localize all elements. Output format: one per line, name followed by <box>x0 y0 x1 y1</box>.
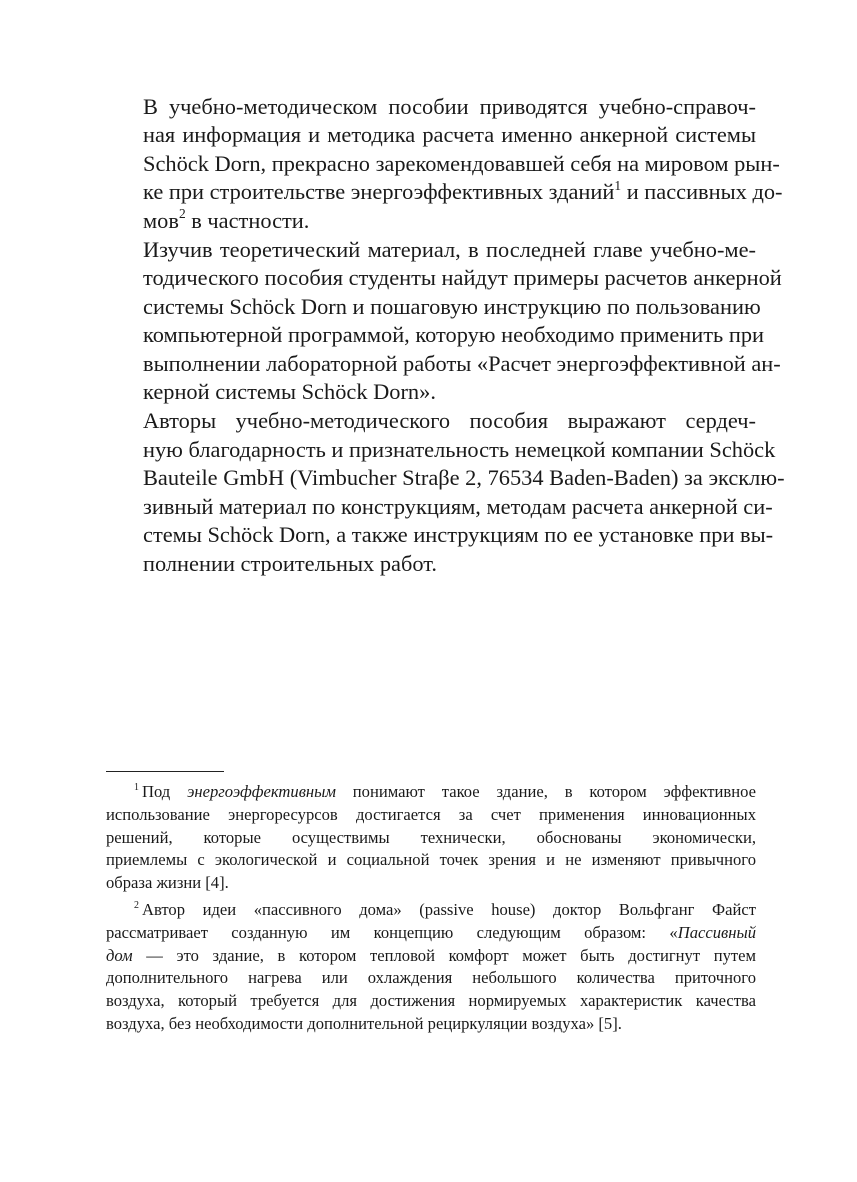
text-line: ную благодарность и признательность немецкой компании Schöck <box>143 436 776 462</box>
text-fragment: ке при строительстве энергоэффективных зданий <box>143 179 615 205</box>
italic-term: дом <box>106 945 133 965</box>
footnote-line: решений, которые осуществимы технически, обоснованы экономически, <box>106 827 756 847</box>
footnote-line <box>106 899 756 922</box>
footnote-line <box>106 945 756 968</box>
text-line: полнении строительных работ. <box>143 550 437 576</box>
text-line: Bauteile GmbH (Vimbucher Straβe 2, 76534 Baden-Baden) за эксклю- <box>143 465 785 491</box>
footnote-2 <box>106 899 756 1036</box>
paragraph-acknowledgement <box>106 407 785 577</box>
text-line: Schöck Dorn, прекрасно зарекомендовавшей себя на мировом рын- <box>143 150 780 176</box>
text-line: зивный материал по конструкциям, методам расчета анкерной си- <box>143 493 773 519</box>
text-line: Изучив теоретический материал, в последней главе учебно-ме- <box>143 237 756 263</box>
footnote-line <box>106 922 756 945</box>
main-text <box>106 93 785 579</box>
footnote-number: 1 <box>134 782 139 794</box>
footnotes <box>106 781 756 1040</box>
text-fragment: рассматривает созданную им концепцию следующим образом: « <box>106 922 678 942</box>
text-line: тодического пособия студенты найдут примеры расчетов анкерной <box>143 265 782 291</box>
footnote-1 <box>106 781 756 895</box>
footnote-line: приемлемы с экологической и социальной точек зрения и не изменяют привычного <box>106 850 756 870</box>
text-line: керной системы Schöck Dorn». <box>143 379 436 405</box>
footnote-line: использование энергоресурсов достигается за счет применения инновационных <box>106 804 756 824</box>
italic-term: Пассивный <box>677 922 756 942</box>
footnote-line: воздуха, который требуется для достижения нормируемых характеристик качества <box>106 991 756 1011</box>
footnote-divider <box>106 771 224 772</box>
text-line: выполнении лабораторной работы «Расчет энергоэффективной ан- <box>143 350 781 376</box>
footnote-line: образа жизни [4]. <box>106 873 229 893</box>
text-line: В учебно-методическом пособии приводятся учебно-справоч- <box>143 94 756 119</box>
text-fragment: Автор идеи «пассивного дома» (passive house) доктор Вольфганг Файст <box>141 899 756 919</box>
text-fragment: и пассивных до- <box>621 179 783 205</box>
text-line: компьютерной программой, которую необходимо применить при <box>143 322 764 348</box>
paragraph-study <box>106 236 782 406</box>
text-line: ная информация и методика расчета именно анкерной системы <box>143 122 756 148</box>
text-line: системы Schöck Dorn и пошаговую инструкцию по пользованию <box>143 293 761 319</box>
text-line: Авторы учебно-методического пособия выражают сердеч- <box>143 408 756 434</box>
text-fragment: в частности. <box>185 207 310 233</box>
footnote-number: 2 <box>134 900 139 912</box>
italic-term: энергоэффективным <box>187 782 336 801</box>
footnote-line: воздуха, без необходимости дополнительной рециркуляции воздуха» [5]. <box>106 1013 622 1033</box>
footnote-line: дополнительного нагрева или охлаждения небольшого количества приточного <box>106 968 756 988</box>
text-fragment: Под <box>141 782 188 801</box>
text-line: стемы Schöck Dorn, а также инструкциям по ее установке при вы- <box>143 522 774 548</box>
paragraph-intro <box>106 93 783 235</box>
footnote-line <box>106 781 756 804</box>
footnote-ref-2[interactable]: 2 <box>178 206 186 222</box>
text-fragment: — это здание, в котором тепловой комфорт может быть достигнут путем <box>132 945 756 965</box>
text-fragment: мов <box>143 207 179 233</box>
footnote-ref-1[interactable]: 1 <box>614 177 622 193</box>
text-line <box>106 207 756 235</box>
text-line <box>106 177 783 206</box>
text-fragment: понимают такое здание, в котором эффективное <box>335 782 756 801</box>
